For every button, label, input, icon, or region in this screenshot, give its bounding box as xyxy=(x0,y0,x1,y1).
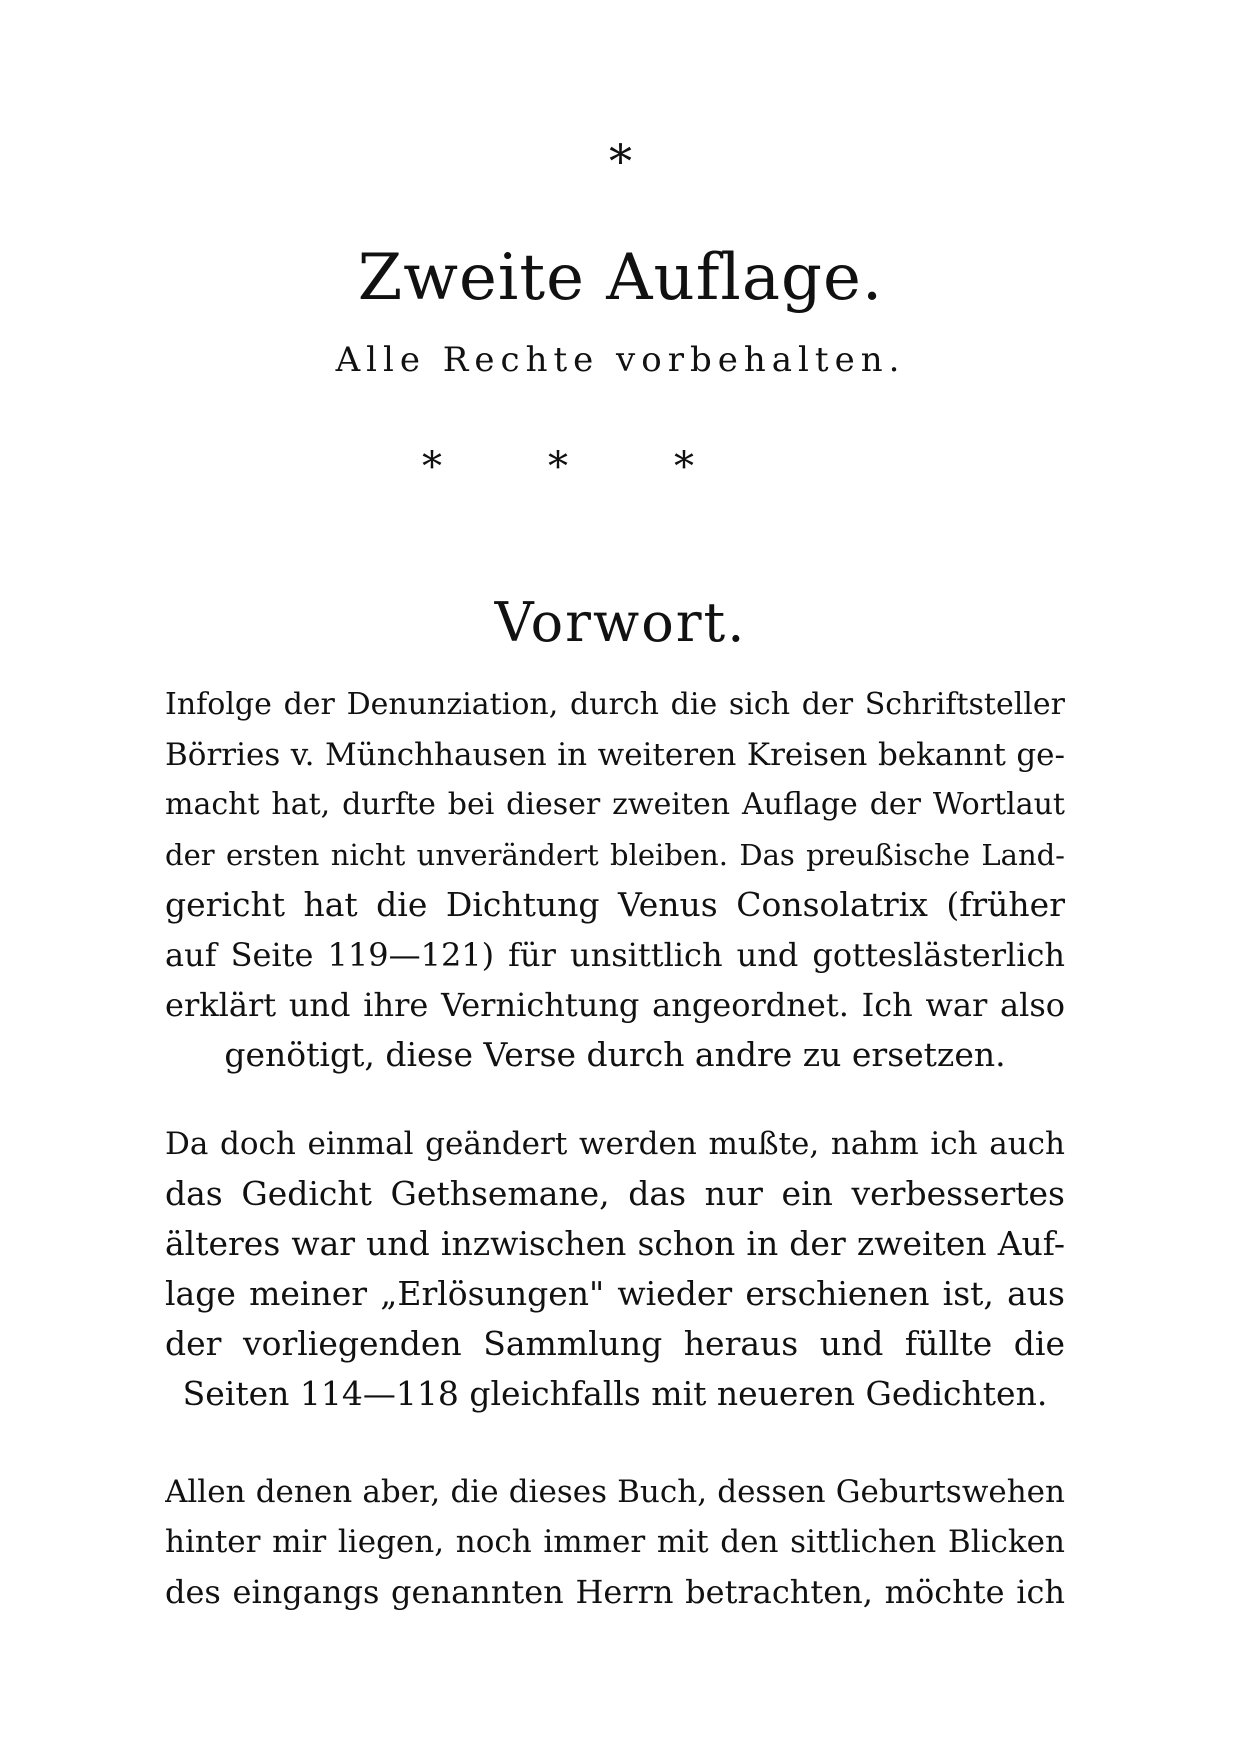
rights-notice: Alle Rechte vorbehalten. xyxy=(335,340,906,380)
top-asterisk-ornament: * xyxy=(609,134,632,188)
edition-title: Zweite Auflage. xyxy=(357,241,884,315)
text-line: hinter mir liegen, noch immer mit den sittlichen Blicken xyxy=(165,1524,1065,1560)
text-line: Börries v. Münchhausen in weiteren Kreisen bekannt ge- xyxy=(165,737,1065,773)
text-line: das Gedicht Gethsemane, das nur ein verbessertes xyxy=(165,1174,1065,1213)
foreword-paragraph-3 xyxy=(165,1467,1065,1617)
text-line: älteres war und inzwischen schon in der zweiten Auf- xyxy=(165,1224,1065,1263)
foreword-paragraph-1 xyxy=(165,680,1065,1080)
text-line: erklärt und ihre Vernichtung angeordnet. Ich war also xyxy=(165,986,1065,1024)
text-line: Da doch einmal geändert werden mußte, nahm ich auch xyxy=(165,1126,1065,1162)
text-line: macht hat, durfte bei dieser zweiten Auflage der Wortlaut xyxy=(165,787,1065,822)
divider-star: * xyxy=(674,444,694,490)
text-line: der ersten nicht unverändert bleiben. Das preußische Land- xyxy=(165,838,1065,872)
text-line: lage meiner „Erlösungen" wieder erschienen ist, aus xyxy=(165,1274,1065,1313)
text-line: auf Seite 119—121) für unsittlich und gotteslästerlich xyxy=(165,936,1065,974)
text-line: Seiten 114—118 gleichfalls mit neueren Gedichten. xyxy=(182,1374,1048,1413)
foreword-paragraph-2 xyxy=(165,1119,1065,1419)
text-line: gericht hat die Dichtung Venus Consolatrix (früher xyxy=(165,885,1065,924)
text-line: genötigt, diese Verse durch andre zu ersetzen. xyxy=(224,1035,1006,1074)
foreword-heading: Vorwort. xyxy=(494,591,747,654)
text-line: des eingangs genannten Herrn betrachten, möchte ich xyxy=(165,1573,1065,1611)
divider-star: * xyxy=(422,444,442,490)
asterism-divider xyxy=(0,444,1241,497)
text-line: der vorliegenden Sammlung heraus und füllte die xyxy=(165,1324,1065,1363)
text-line: Allen denen aber, die dieses Buch, dessen Geburtswehen xyxy=(165,1474,1065,1510)
text-line: Infolge der Denunziation, durch die sich der Schriftsteller xyxy=(165,687,1065,722)
divider-star: * xyxy=(548,444,568,490)
